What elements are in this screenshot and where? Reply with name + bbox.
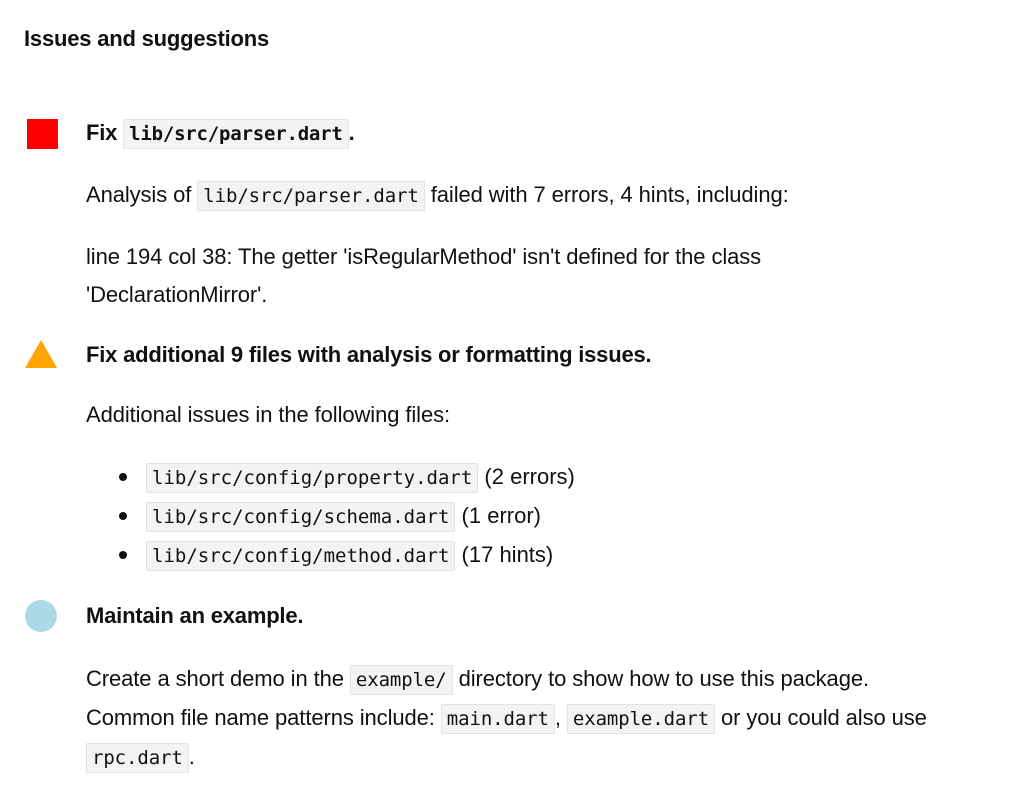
file-list [86, 458, 575, 575]
error-detail: line 194 col 38: The getter 'isRegularMethod' isn't defined for the class 'DeclarationMirror'. [86, 244, 762, 307]
code-snippet: lib/src/parser.dart [197, 181, 424, 211]
info-circle-icon [25, 600, 57, 632]
issue-title: Fix additional 9 files with analysis or formatting issues. [86, 342, 652, 367]
file-path: lib/src/config/schema.dart [146, 502, 455, 532]
bullet-icon [119, 551, 127, 559]
code-snippet: example/ [350, 665, 453, 695]
list-item: lib/src/config/property.dart (2 errors) [86, 458, 575, 497]
code-snippet: main.dart [441, 704, 555, 734]
warning-triangle-icon [25, 340, 57, 368]
bullet-icon [119, 512, 127, 520]
additional-issues-intro: Additional issues in the following files: [86, 402, 450, 427]
issue-title: Fix lib/src/parser.dart . [86, 120, 355, 146]
example-suggestion: Create a short demo in the example/ directory to show how to use this package. Common file name patterns include: main.dart , example.dart or you could also use rpc.dart . [86, 660, 927, 777]
file-path: lib/src/config/property.dart [146, 463, 478, 493]
code-snippet: example.dart [567, 704, 715, 734]
file-path: lib/src/config/method.dart [146, 541, 455, 571]
code-snippet: lib/src/parser.dart [123, 119, 349, 149]
list-item: lib/src/config/method.dart (17 hints) [86, 536, 575, 575]
analysis-summary: Analysis of lib/src/parser.dart failed with 7 errors, 4 hints, including: [86, 176, 789, 215]
bullet-icon [119, 473, 127, 481]
list-item: lib/src/config/schema.dart (1 error) [86, 497, 575, 536]
section-title: Issues and suggestions [24, 26, 270, 51]
red-square-icon [27, 119, 58, 149]
issue-title: Maintain an example. [86, 603, 304, 628]
code-snippet: rpc.dart [86, 743, 189, 773]
